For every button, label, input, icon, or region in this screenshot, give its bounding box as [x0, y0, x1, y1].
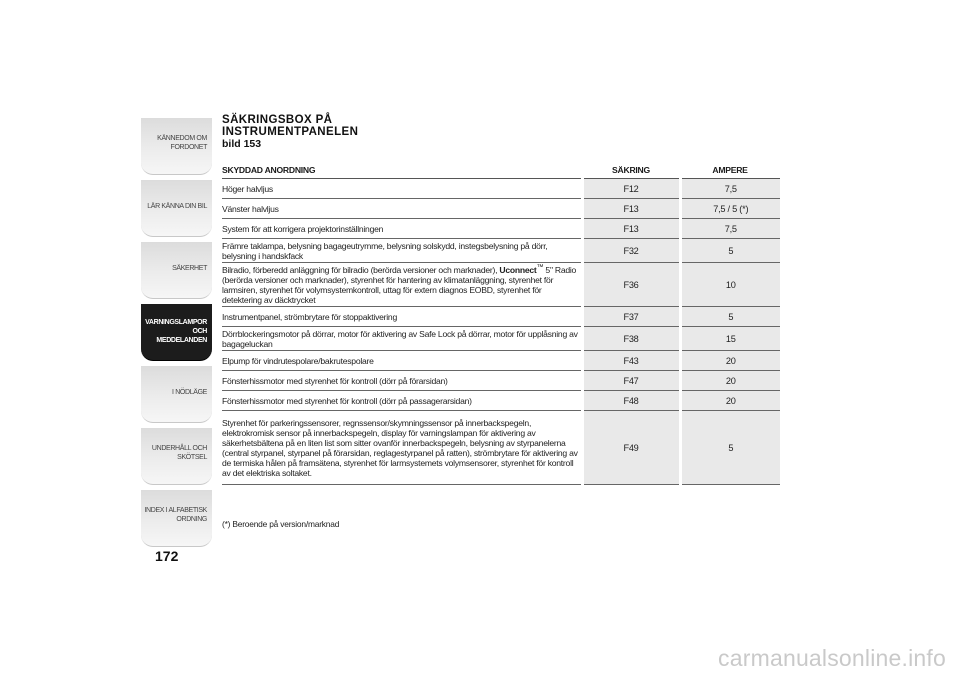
- device-cell: [222, 263, 582, 307]
- fuse-cell: F38: [582, 327, 680, 351]
- header-fuse: SÄKRING: [582, 163, 680, 179]
- fuse-table: [222, 163, 780, 485]
- device-cell: Vänster halvljus: [222, 199, 582, 219]
- ampere-cell: 20: [680, 351, 780, 371]
- table-row: [222, 307, 780, 327]
- ampere-cell: 5: [680, 411, 780, 485]
- section-heading: [222, 114, 358, 150]
- table-row: [222, 371, 780, 391]
- device-cell: Höger halvljus: [222, 179, 582, 199]
- watermark: carmanualsonline.info: [718, 645, 946, 671]
- tab-label: SÄKERHET: [172, 265, 207, 272]
- table-header-row: [222, 163, 780, 179]
- ampere-cell: 5: [680, 307, 780, 327]
- tab-lar-kanna-din-bil[interactable]: [141, 180, 212, 237]
- tab-kannedom-om-fordonet[interactable]: [141, 118, 212, 175]
- table-row: [222, 391, 780, 411]
- table-row: [222, 239, 780, 263]
- device-cell: Elpump för vindrutespolare/bakrutespolare: [222, 351, 582, 371]
- footnote: (*) Beroende på version/marknad: [222, 519, 340, 529]
- ampere-cell: 20: [680, 371, 780, 391]
- ampere-cell: 5: [680, 239, 780, 263]
- device-cell: Dörrblockeringsmotor på dörrar, motor för aktivering av Safe Lock på dörrar, motor för upplåsning av bagageluckan: [222, 327, 582, 351]
- tab-varningslampor-och-meddelanden[interactable]: [141, 304, 212, 361]
- heading-line-1: SÄKRINGSBOX PÅ: [222, 114, 333, 126]
- device-text-pre: Bilradio, förberedd anläggning för bilradio (berörda versioner och marknader),: [222, 265, 500, 275]
- tab-underhall-och-skotsel[interactable]: [141, 428, 212, 485]
- device-cell: System för att korrigera projektorinställningen: [222, 219, 582, 239]
- tab-sakerhet[interactable]: [141, 242, 212, 299]
- chapter-sidebar: [141, 118, 212, 552]
- figure-reference[interactable]: bild 153: [222, 138, 262, 150]
- device-cell: Styrenhet för parkeringssensorer, regnssensor/skymningssensor på innerbackspegeln, elektrokromisk sensor på innerbackspegeln, display för varningslampan för aktivering av säkerhetsbältena på en liten list som sitter ovanför innerbackspegeln, belysning av styrpanelerna (central styrpanel, styrpanel på förarsidan, reglagestyrpanel på ratten), strömbrytare för aktivering av de termiska hålen på framsätena, styrenhet för larmsystemets volymsensorer, styrenhet för kontroll av det elektriska soltaket.: [222, 411, 582, 485]
- ampere-cell: 7,5 / 5 (*): [680, 199, 780, 219]
- fuse-cell: F49: [582, 411, 680, 485]
- device-cell: Främre taklampa, belysning bagageutrymme, belysning solskydd, instegsbelysning på dörr, belysning i handskfack: [222, 239, 582, 263]
- table-row: [222, 411, 780, 485]
- tab-label: INDEX I ALFABETISK ORDNING: [144, 507, 207, 523]
- header-ampere: AMPERE: [680, 163, 780, 179]
- heading-line-2: INSTRUMENTPANELEN: [222, 126, 359, 138]
- ampere-cell: 7,5: [680, 179, 780, 199]
- fuse-cell: F37: [582, 307, 680, 327]
- table-row: [222, 263, 780, 307]
- device-cell: Fönsterhissmotor med styrenhet för kontroll (dörr på passagerarsidan): [222, 391, 582, 411]
- tab-index-i-alfabetisk-ordning[interactable]: [141, 490, 212, 547]
- tab-label: VARNINGSLAMPOR OCH MEDDELANDEN: [145, 319, 207, 344]
- fuse-cell: F13: [582, 199, 680, 219]
- header-device: SKYDDAD ANORDNING: [222, 163, 582, 179]
- tab-label: LÄR KÄNNA DIN BIL: [147, 203, 207, 210]
- ampere-cell: 20: [680, 391, 780, 411]
- fuse-cell: F32: [582, 239, 680, 263]
- device-cell: Instrumentpanel, strömbrytare för stoppaktivering: [222, 307, 582, 327]
- fuse-cell: F43: [582, 351, 680, 371]
- fuse-cell: F13: [582, 219, 680, 239]
- fuse-cell: F36: [582, 263, 680, 307]
- fuse-cell: F12: [582, 179, 680, 199]
- table-row: [222, 219, 780, 239]
- fuse-cell: F48: [582, 391, 680, 411]
- table-row: [222, 327, 780, 351]
- ampere-cell: 15: [680, 327, 780, 351]
- tab-label: I NÖDLÄGE: [172, 389, 207, 396]
- tab-i-nodlage[interactable]: [141, 366, 212, 423]
- tab-label: KÄNNEDOM OM FORDONET: [157, 135, 207, 151]
- device-text-post: 5" Radio (berörda versioner och marknader), styrenhet för hantering av klimatanläggning, styrenhet för larmsiren, styrenhet för volymsystemkontroll, uttag för extern diagnos EOBD, styrenhet för detektering av däcktrycket: [222, 265, 577, 305]
- table-row: [222, 351, 780, 371]
- table-row: [222, 179, 780, 199]
- tab-label: UNDERHÅLL OCH SKÖTSEL: [151, 445, 207, 461]
- ampere-cell: 7,5: [680, 219, 780, 239]
- uconnect-brand: Uconnect: [499, 265, 537, 275]
- table-row: [222, 199, 780, 219]
- page-number: 172: [155, 548, 179, 564]
- ampere-cell: 10: [680, 263, 780, 307]
- trademark-symbol: ™: [536, 264, 544, 272]
- device-cell: Fönsterhissmotor med styrenhet för kontroll (dörr på förarsidan): [222, 371, 582, 391]
- fuse-cell: F47: [582, 371, 680, 391]
